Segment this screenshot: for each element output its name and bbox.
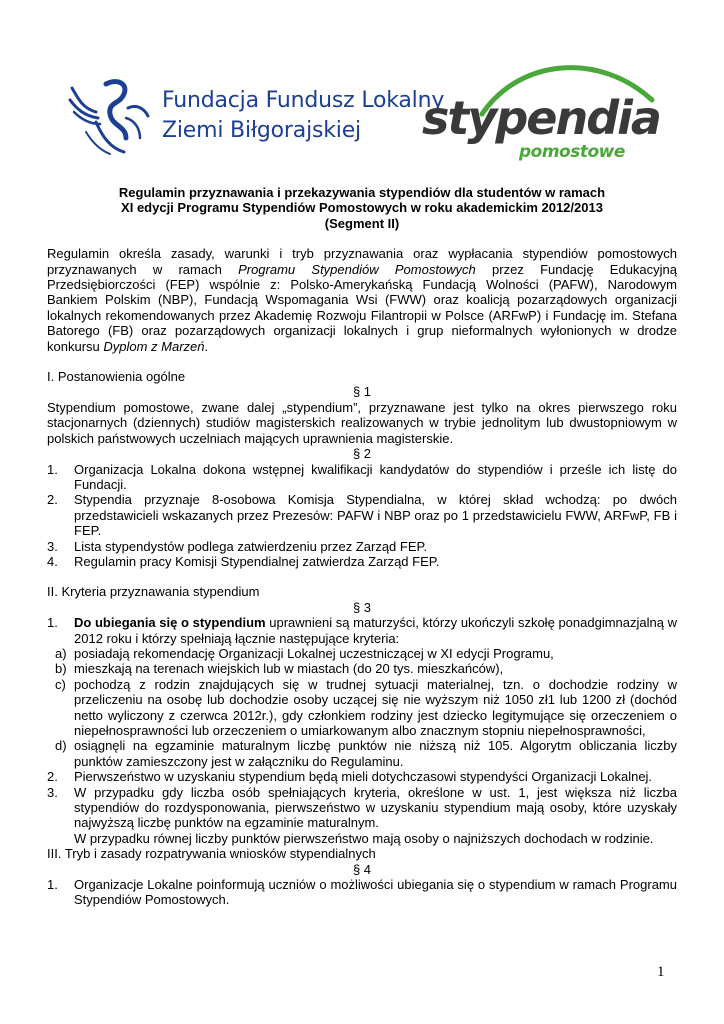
list-item: 4. Regulamin pracy Komisji Stypendialnej zatwierdza Zarząd FEP. <box>47 553 440 569</box>
paragraph-3-sign: § 3 <box>352 599 372 615</box>
intro-paragraph <box>47 246 677 354</box>
list-item: 2. Stypendia przyznaje 8-osobowa Komisja Stypendialna, w której skład wchodzą: po dwóch przedstawicieli wskazanych przez Prezesów: PAFW i NBP oraz po 1 przedstawicielu FWW, ARFwP, FB i FEP. <box>47 492 677 539</box>
list-item: 3. W przypadku gdy liczba osób spełniających kryteria, określone w ust. 1, jest większa niż liczba stypendiów do rozdysponowania, pierwszeństwo w uzyskaniu stypendium mają osoby, które uzyskały najwyższą liczbę punktów na egzaminie maturalnym. <box>47 784 677 831</box>
intro-part1: Regulamin określa zasady, warunki i tryb przyznawania oraz wypłacania stypendiów pomostowych przyznawanych w ramach <box>47 246 677 277</box>
page-number: 1 <box>657 964 665 980</box>
bird-swirl-icon <box>66 78 158 158</box>
title-line1: Regulamin przyznawania i przekazywania stypendiów dla studentów w ramach <box>118 185 606 200</box>
document-title <box>47 185 677 231</box>
paragraph-1-text: Stypendium pomostowe, zwane dalej „stypendium”, przyznawane jest tylko na okres pierwszego roku stacjonarnych (dziennych) studiów magisterskich realizowanych w trybie jednolitym lub dwustopniowym w polskich państwowych uczelniach mających uprawnienia magisterskie. <box>47 399 677 446</box>
list-item: 1. Do ubiegania się o stypendium uprawnieni są maturzyści, którzy ukończyli szkołę ponadgimnazjalną w 2012 roku i którzy spełniają łącznie następujące kryteria: <box>47 615 678 646</box>
list-item: 1. Organizacje Lokalne poinformują uczniów o możliwości ubiegania się o stypendium w ramach Programu Stypendiów Pomostowych. <box>47 877 677 908</box>
stypendia-wordmark: stypendia <box>422 91 660 145</box>
sub-list-item: d) osiągnęli na egzaminie maturalnym liczbę punktów nie niższą niż 105. Algorytm obliczania liczby punktów zamieszczony jest w załączniku do Regulaminu. <box>55 738 677 769</box>
list-item: 2. Pierwszeństwo w uzyskaniu stypendium będą mieli dotychczasowi stypendyści Organizacji Lokalnej. <box>47 769 653 785</box>
section3-heading: III. Tryb i zasady rozpatrywania wniosków stypendialnych <box>47 846 376 862</box>
sub-list-item: c) pochodzą z rodzin znajdujących się w trudnej sytuacji materialnej, tzn. o dochodzie rodziny w przeliczeniu na osobę lub dochodzie osoby uczącej się nie wyższym niż 1050 zł1 lub 1200 zł (dochód netto wyliczony z czerwca 2012r.), gdy członkiem rodziny jest dziecko legitymujące się orzeczeniem o niepełnosprawności lub orzeczeniem o umiarkowanym albo znacznym stopniu niepełnosprawności, <box>55 676 677 738</box>
title-line2: XI edycji Programu Stypendiów Pomostowych w roku akademickim 2012/2013 <box>121 200 603 216</box>
regulation-body <box>47 185 677 908</box>
org-name-line1: Fundacja Fundusz Lokalny <box>162 88 445 113</box>
sub-list-item: b) mieszkają na terenach wiejskich lub w miastach (do 20 tys. mieszkańców), <box>55 661 504 677</box>
eligibility-lead: Do ubiegania się o stypendium <box>74 615 266 631</box>
sub-list-item: a) posiadają rekomendację Organizacji Lokalnej uczestniczącej w XI edycji Programu, <box>55 645 554 661</box>
paragraph-1-sign: § 1 <box>352 384 372 400</box>
stypendia-pomostowe-logo <box>420 58 665 173</box>
list-item: 3. Lista stypendystów podlega zatwierdzeniu przez Zarząd FEP. <box>47 538 428 554</box>
intro-end: . <box>204 338 209 354</box>
org-name-line2: Ziemi Biłgorajskiej <box>162 118 361 143</box>
section1-heading: I. Postanowienia ogólne <box>47 369 186 385</box>
section2-heading: II. Kryteria przyznawania stypendium <box>47 584 260 600</box>
intro-part2: przez Fundację Edukacyjną Przedsiębiorczości (FEP) wspólnie z: Polsko-Amerykańską Fundacją Wolności (PAFW), Narodowym Bankiem Polskim (NBP), Fundacją Wspomagania Wsi (FWW) oraz koalicją pozarządowych organizacji lokalnych rekomendowanych przez Akademię Rozwoju Filantropii w Polsce (ARFwP) i Fundację im. Stefana Batorego (FB) oraz pozarządowych organizacji lokalnych i grup nieformalnych wyłonionych w drodze konkursu <box>47 261 677 354</box>
intro-contest-name: Dyplom z Marzeń <box>103 338 205 354</box>
pomostowe-wordmark: pomostowe <box>519 142 625 162</box>
paragraph-2-sign: § 2 <box>352 446 372 462</box>
eligibility-text: uprawnieni są maturzyści, którzy ukończyli szkołę ponadgimnazjalną w 2012 roku i którzy spełniają łącznie następujące kryteria: <box>74 615 678 646</box>
fundacja-logo <box>66 78 445 158</box>
intro-program-name: Programu Stypendiów Pomostowych <box>238 261 476 277</box>
paragraph-4-sign: § 4 <box>352 861 372 877</box>
title-line3: (Segment II) <box>324 215 400 231</box>
equal-points-note: W przypadku równej liczby punktów pierwszeństwo mają osoby o najniższych dochodach w rodzinie. <box>74 830 654 846</box>
list-item: 1. Organizacja Lokalna dokona wstępnej kwalifikacji kandydatów do stypendiów i prześle ich listę do Fundacji. <box>47 461 677 492</box>
